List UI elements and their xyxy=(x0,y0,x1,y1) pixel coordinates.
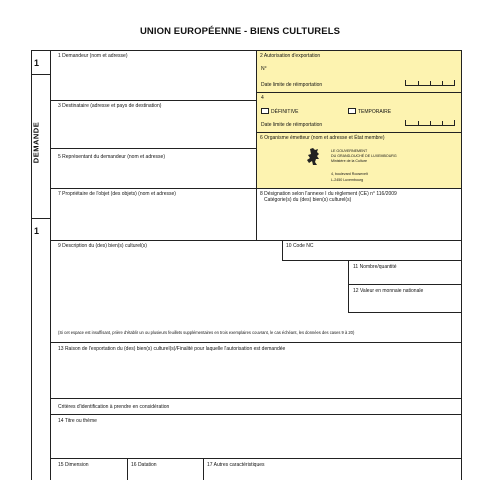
definitive-label: DÉFINITIVE xyxy=(271,109,299,115)
temporary-checkbox[interactable] xyxy=(348,108,356,114)
field-16-label: 16 Datation xyxy=(131,462,157,468)
row-line-6 xyxy=(50,398,462,399)
row-line-5 xyxy=(50,342,462,343)
row-line-3 xyxy=(50,188,462,189)
field-10-bottom xyxy=(282,260,462,261)
left-strip-cut-bottom xyxy=(31,218,50,219)
field-8-label-line1: 8 Désignation selon l'annexe I du règlement (CE) n° 116/2009 xyxy=(260,191,397,197)
field-13-label: 13 Raison de l'exportation du (des) bien(s) culturel(s)/Finalité pour laquelle l'autorisation est demandée xyxy=(58,346,286,352)
criteria-label: Critères d'identification à prendre en considération xyxy=(58,404,170,410)
row-line-7 xyxy=(50,414,462,415)
field-9-label: 9 Description du (des) bien(s) culturel(s) xyxy=(58,243,147,249)
row-line-2 xyxy=(50,148,256,149)
field-2-date-input[interactable] xyxy=(405,80,455,86)
issuer-line-1: LE GOUVERNEMENT xyxy=(331,149,368,153)
box-4-bottom xyxy=(256,132,462,133)
field-4-label: 4 xyxy=(261,95,264,101)
copy-number-bottom: 1 xyxy=(34,226,40,236)
field-12-label: 12 Valeur en monnaie nationale xyxy=(353,288,424,294)
field-11-label: 11 Nombre/quantité xyxy=(353,264,397,270)
side-label-demande: DEMANDE xyxy=(31,121,41,164)
field-16-17-divider xyxy=(203,458,204,480)
field-11-12-left xyxy=(348,260,349,312)
field-1-label: 1 Demandeur (nom et adresse) xyxy=(58,53,128,59)
box-2-bottom xyxy=(256,92,462,93)
issuer-address-1: 4, boulevard Roosevelt xyxy=(331,172,368,176)
field-8-label-line2: Catégorie(s) du (des) bien(s) culturel(s) xyxy=(264,197,352,203)
issuer-address-2: L-2450 Luxembourg xyxy=(331,178,364,182)
field-10-left xyxy=(282,240,283,260)
left-strip-cut-top xyxy=(31,74,50,75)
field-4-date-label: Date limite de réimportation xyxy=(261,122,323,128)
row-line-4 xyxy=(50,240,462,241)
lion-emblem-icon xyxy=(306,147,322,167)
left-strip-divider xyxy=(50,50,51,480)
field-2-label: 2 Autorisation d'exportation xyxy=(260,53,321,59)
field-2-number: N° xyxy=(261,66,267,72)
insufficient-space-note: (Si cet espace est insuffisant, prière d'établir un ou plusieurs feuillets supplémentaires en trois exemplaires couvrant, le cas échéant, les données des cases 9 à 20) xyxy=(58,330,355,335)
field-10-label: 10 Code NC xyxy=(286,243,314,249)
field-4-date-input[interactable] xyxy=(405,120,455,126)
field-15-16-divider xyxy=(127,458,128,480)
issuer-line-2: DU GRAND-DUCHÉ DE LUXEMBOURG xyxy=(331,154,397,158)
row-line-1 xyxy=(50,100,256,101)
definitive-checkbox[interactable] xyxy=(261,108,269,114)
field-3-label: 3 Destinataire (adresse et pays de destination) xyxy=(58,103,162,109)
field-5-label: 5 Représentant du demandeur (nom et adresse) xyxy=(58,154,166,160)
field-6-label: 6 Organisme émetteur (nom et adresse et État membre) xyxy=(260,135,385,141)
field-12-bottom xyxy=(348,312,462,313)
field-7-label: 7 Propriétaire de l'objet (des objets) (nom et adresse) xyxy=(58,191,176,197)
issuer-line-3: Ministère de la Culture xyxy=(331,159,367,163)
copy-number-top: 1 xyxy=(34,58,40,68)
upper-center-divider xyxy=(256,50,257,240)
row-line-8 xyxy=(50,458,462,459)
field-11-bottom xyxy=(348,284,462,285)
form-title: UNION EUROPÉENNE - BIENS CULTURELS xyxy=(139,26,341,37)
form-frame xyxy=(31,50,462,480)
field-2-date-label: Date limite de réimportation xyxy=(261,82,323,88)
field-17-label: 17 Autres caractéristiques xyxy=(207,462,265,468)
field-15-label: 15 Dimension xyxy=(58,462,89,468)
field-14-label: 14 Titre ou thème xyxy=(58,418,97,424)
temporary-label: TEMPORAIRE xyxy=(358,109,392,115)
